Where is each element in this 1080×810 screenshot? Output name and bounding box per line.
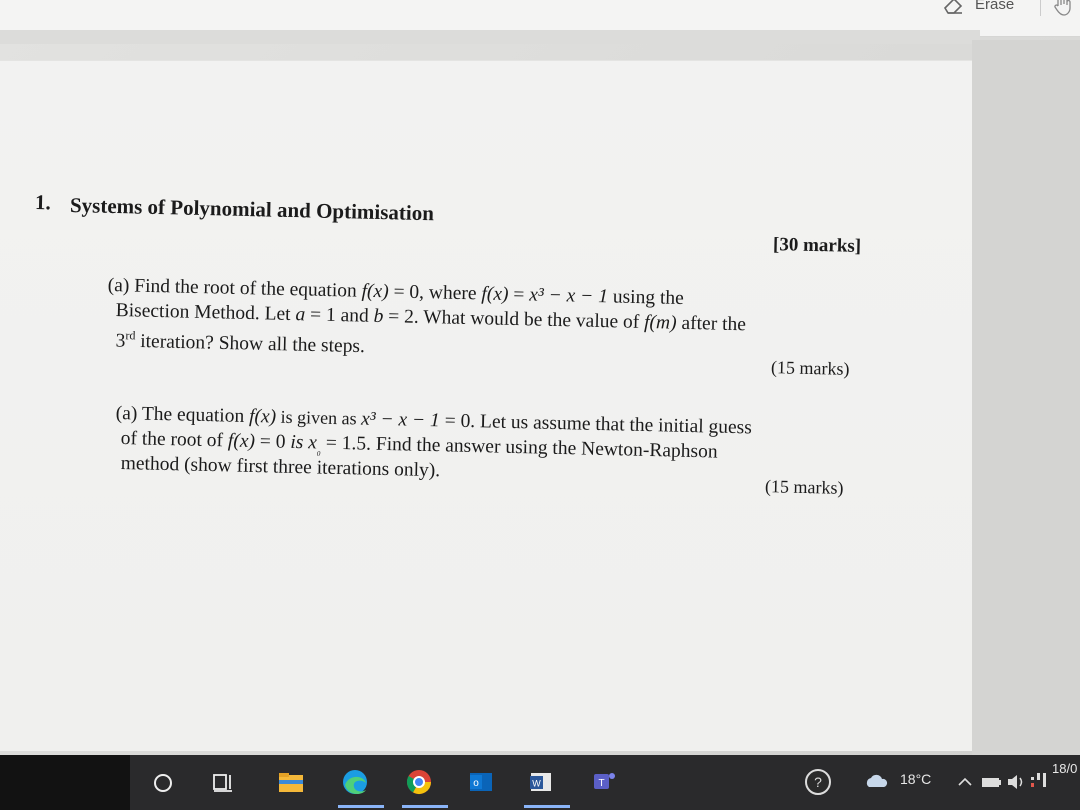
svg-text:o: o — [473, 778, 479, 789]
svg-text:T: T — [598, 778, 605, 789]
edge-icon[interactable] — [340, 767, 370, 797]
taskbar — [0, 755, 1080, 810]
part-b-line-2: of the root of f(x) = 0 is $x_{_0} = 1.5$. Find the answer using the Newton-Raphson — [120, 427, 718, 463]
taskbar-left-edge — [0, 755, 130, 810]
task-view-icon[interactable] — [208, 767, 238, 797]
question-number: 1. — [34, 190, 52, 215]
chevron-up-icon[interactable] — [950, 767, 980, 797]
desktop-gutter — [972, 40, 1080, 755]
part-a-line-2: Bisection Method. Let a = 1 and b = 2. What would be the value of f(m) after the — [115, 299, 747, 336]
network-icon[interactable] — [1025, 767, 1055, 797]
svg-text:?: ? — [814, 774, 822, 790]
date-label: 18/0 — [1052, 761, 1078, 776]
search-circle-icon[interactable] — [148, 767, 178, 797]
total-marks: [30 marks] — [772, 234, 862, 257]
word-active-indicator — [524, 805, 570, 808]
top-toolbar — [0, 0, 1080, 37]
temperature-label: 18°C — [900, 771, 932, 787]
part-b-line-1: (a) The equation f(x) is given as x³ − x − 1 = 0. Let us assume that the initial guess — [115, 402, 753, 439]
chrome-icon[interactable] — [404, 767, 434, 797]
erase-button-label[interactable]: Erase — [975, 0, 1015, 13]
part-b-marks: (15 marks) — [764, 476, 844, 498]
help-icon[interactable] — [803, 767, 833, 797]
svg-text:W: W — [532, 778, 541, 789]
toolbar-separator — [1040, 0, 1041, 16]
part-a-line-3: 3rd iteration? Show all the steps. — [115, 328, 366, 358]
teams-icon[interactable] — [590, 767, 620, 797]
question-title: Systems of Polynomial and Optimisation — [69, 193, 435, 226]
erase-icon[interactable] — [942, 0, 964, 14]
edge-active-indicator — [338, 805, 384, 808]
toolbar-shadow — [0, 30, 980, 44]
hand-icon[interactable] — [1052, 0, 1074, 16]
weather-icon — [862, 767, 892, 797]
part-a-line-1: (a) Find the root of the equation f(x) = 0, where f(x) = x³ − x − 1 using the — [107, 274, 685, 310]
file-explorer-icon[interactable] — [276, 767, 306, 797]
word-icon[interactable] — [526, 767, 556, 797]
chrome-active-indicator — [402, 805, 448, 808]
outlook-icon[interactable] — [466, 767, 496, 797]
part-a-marks: (15 marks) — [770, 357, 850, 379]
part-b-line-3: method (show first three iterations only). — [120, 452, 441, 482]
